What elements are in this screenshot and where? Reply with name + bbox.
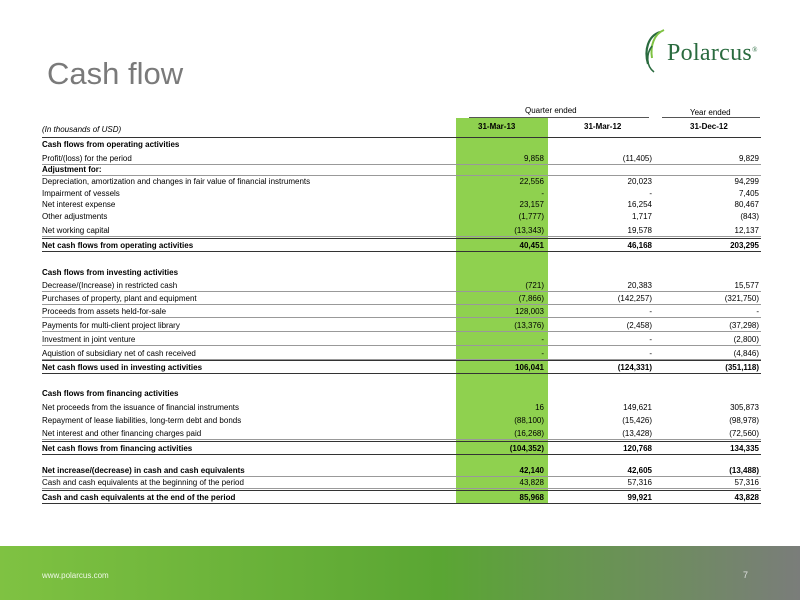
row-label: Net proceeds from the issuance of financial instruments [42,403,239,412]
row-value-3: (13,488) [729,466,759,475]
table-row [42,252,761,264]
row-label: Repayment of lease liabilities, long-term debt and bonds [42,416,242,425]
row-label: Purchases of property, plant and equipment [42,294,197,303]
row-value-3: 7,405 [738,189,759,198]
row-value-2: - [649,189,652,198]
row-label: Net cash flows from financing activities [42,444,193,453]
logo-registered-mark: ® [752,46,758,54]
table-row [42,319,761,332]
row-value-2: (124,331) [617,363,652,372]
table-row [42,266,761,278]
table-row [42,374,761,386]
table-row [42,238,761,252]
row-value-2: 1,717 [631,212,652,221]
table-row [42,292,761,305]
row-value-3: 94,299 [734,177,759,186]
row-label: Depreciation, amortization and changes in fair value of financial instruments [42,177,311,186]
row-value-1: - [541,335,544,344]
logo-wordmark [667,40,758,67]
row-value-1: 22,556 [519,177,544,186]
row-label: Payments for multi-client project library [42,321,180,330]
table-row [42,414,761,426]
table-row [42,210,761,222]
row-value-2: 120,768 [623,444,652,453]
row-value-3: 57,316 [734,478,759,487]
row-label: Profit/(loss) for the period [42,154,132,163]
row-label: Net working capital [42,226,110,235]
row-value-1: 42,140 [519,466,544,475]
table-row [42,387,761,399]
row-label: Net cash flows used in investing activities [42,363,203,372]
row-value-2: - [649,349,652,358]
row-value-3: (98,978) [729,416,759,425]
row-label: Other adjustments [42,212,108,221]
row-value-1: (7,866) [518,294,544,303]
table-row [42,279,761,292]
row-value-3: 15,577 [734,281,759,290]
logo-text: Polarcus [667,40,753,66]
row-label: Decrease/(Increase) in restricted cash [42,281,178,290]
row-value-1: 43,828 [519,478,544,487]
row-value-3: 305,873 [730,403,759,412]
row-value-1: 23,157 [519,200,544,209]
row-value-2: 20,023 [627,177,652,186]
row-value-2: 149,621 [623,403,652,412]
row-value-1: 40,451 [519,241,544,250]
table-row [42,360,761,374]
row-value-3: (351,118) [725,363,759,372]
row-value-2: 99,921 [627,493,652,502]
row-value-3: 203,295 [730,241,759,250]
row-value-1: (104,352) [509,444,544,453]
row-value-1: (13,376) [514,321,544,330]
row-value-3: 12,137 [734,226,759,235]
row-label: Cash and cash equivalents at the end of the period [42,493,236,502]
row-value-3: - [756,307,759,316]
row-value-2: 19,578 [627,226,652,235]
table-row [42,441,761,455]
row-value-2: 20,383 [627,281,652,290]
year-group-line [662,117,760,118]
row-value-2: 42,605 [627,466,652,475]
row-label: Adjustment for: [42,165,102,174]
row-label: Aquistion of subsidiary net of cash received [42,349,196,358]
table-row [42,137,761,150]
table-row [42,427,761,440]
quarter-ended-header: Quarter ended [525,106,577,115]
row-value-2: (13,428) [622,429,652,438]
row-label: Impairment of vessels [42,189,120,198]
row-label: Cash flows from investing activities [42,268,179,277]
row-value-1: (1,777) [518,212,544,221]
row-label: Cash flows from operating activities [42,140,180,149]
row-value-3: 134,335 [730,444,759,453]
row-value-2: - [649,307,652,316]
row-label: Cash flows from financing activities [42,389,179,398]
row-value-2: (2,458) [626,321,652,330]
row-value-2: 46,168 [627,241,652,250]
row-value-3: (4,846) [733,349,759,358]
row-label: Net interest expense [42,200,116,209]
row-label: Proceeds from assets held-for-sale [42,307,167,316]
row-label: Cash and cash equivalents at the beginning of the period [42,478,244,487]
polarcus-logo [640,26,780,76]
table-row [42,490,761,504]
row-value-1: (88,100) [514,416,544,425]
row-value-2: - [649,335,652,344]
units-label: (In thousands of USD) [42,125,122,134]
row-value-3: 9,829 [738,154,759,163]
row-value-2: (142,257) [617,294,652,303]
row-value-1: 9,858 [523,154,544,163]
col-header-31-dec-12: 31-Dec-12 [690,122,728,131]
quarter-group-line [469,117,649,118]
row-label: Net cash flows from operating activities [42,241,194,250]
year-ended-header: Year ended [690,108,731,117]
row-value-3: (2,800) [733,335,759,344]
row-value-1: - [541,349,544,358]
row-value-3: (72,560) [729,429,759,438]
row-label: Investment in joint venture [42,335,136,344]
row-value-2: (15,426) [622,416,652,425]
table-row [42,333,761,346]
table-row [42,401,761,413]
row-value-2: 16,254 [627,200,652,209]
row-value-3: (37,298) [729,321,759,330]
row-value-3: 80,467 [734,200,759,209]
row-value-3: (321,750) [724,294,759,303]
table-row [42,198,761,210]
row-value-1: (13,343) [514,226,544,235]
table-row [42,175,761,187]
col-header-31-mar-13: 31-Mar-13 [478,122,516,131]
row-value-3: 43,828 [734,493,759,502]
row-value-1: 16 [535,403,544,412]
row-value-1: 128,003 [515,307,544,316]
row-value-1: 85,968 [519,493,544,502]
footer-bar [0,546,800,600]
row-value-1: 106,041 [515,363,544,372]
table-row [42,224,761,237]
page-number: 7 [743,570,749,580]
row-value-1: (721) [525,281,544,290]
row-value-1: - [541,189,544,198]
table-row [42,305,761,318]
row-value-3: (843) [740,212,759,221]
row-label: Net increase/(decrease) in cash and cash equivalents [42,466,245,475]
page-title: Cash flow [47,56,184,91]
table-row [42,347,761,360]
row-value-2: (11,405) [622,154,652,163]
col-header-31-mar-12: 31-Mar-12 [584,122,622,131]
row-value-1: (16,268) [514,429,544,438]
footer-url[interactable]: www.polarcus.com [42,571,109,580]
table-row [42,476,761,489]
row-value-2: 57,316 [627,478,652,487]
row-label: Net interest and other financing charges paid [42,429,202,438]
